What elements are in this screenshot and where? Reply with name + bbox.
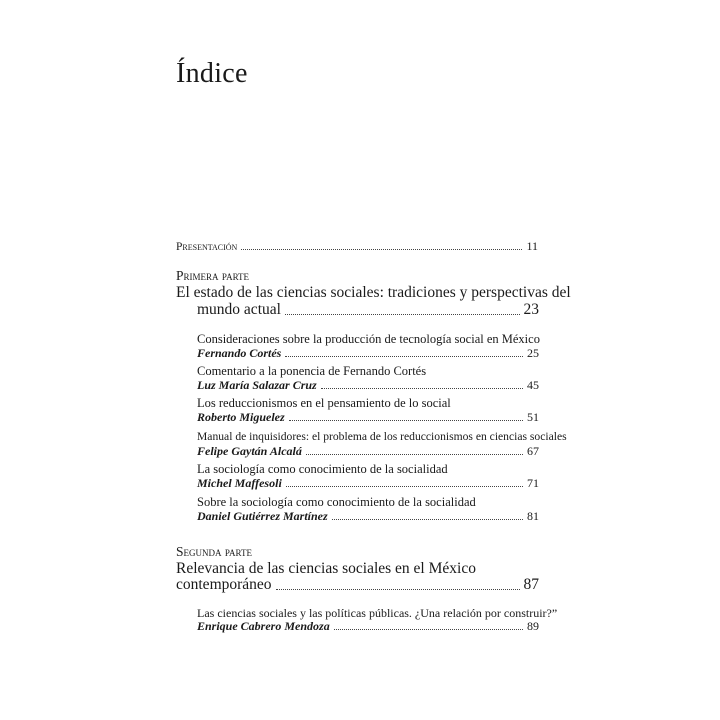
page-number: 67 [527, 444, 539, 458]
page-number: 11 [526, 239, 538, 253]
entry-author: Luz María Salazar Cruz [197, 378, 317, 392]
entry-author-row [197, 378, 539, 393]
page-number: 45 [527, 378, 539, 392]
entry-author: Felipe Gaytán Alcalá [197, 444, 302, 458]
entry-author: Daniel Gutiérrez Martínez [197, 509, 328, 523]
entry-author-row [197, 444, 539, 459]
page-number: 89 [527, 619, 539, 633]
dot-leader [334, 628, 523, 630]
entry-title[interactable]: Las ciencias sociales y las políticas públicas. ¿Una relación por construir?” [197, 606, 558, 620]
part-title-line1: El estado de las ciencias sociales: tradiciones y perspectivas del [176, 284, 571, 301]
page-number: 51 [527, 410, 539, 424]
entry-author-row [197, 410, 539, 425]
dot-leader [285, 313, 520, 315]
entry-author-row [197, 476, 539, 491]
page-number: 81 [527, 509, 539, 523]
part-title-row[interactable] [176, 576, 539, 594]
dot-leader [306, 453, 523, 455]
entry-title[interactable]: Los reduccionismos en el pensamiento de lo social [197, 396, 451, 410]
part-label: Primera parte [176, 268, 250, 283]
presentation-label: Presentación [176, 241, 238, 253]
dot-leader [241, 248, 522, 250]
entry-author-row [197, 509, 539, 524]
entry-author: Roberto Miguelez [197, 410, 285, 424]
entry-title[interactable]: Manual de inquisidores: el problema de los reduccionismos en ciencias sociales [197, 430, 567, 443]
entry-title[interactable]: Consideraciones sobre la producción de tecnología social en México [197, 332, 540, 346]
page-title: Índice [176, 58, 248, 89]
dot-leader [286, 485, 523, 487]
toc-presentation[interactable] [176, 239, 538, 254]
page-number: 87 [523, 576, 539, 593]
dot-leader [285, 355, 523, 357]
part-title-line1: Relevancia de las ciencias sociales en el México [176, 560, 476, 577]
entry-author-row [197, 346, 539, 361]
entry-author: Enrique Cabrero Mendoza [197, 619, 330, 633]
page-number: 25 [527, 346, 539, 360]
part-title-line2: mundo actual [197, 301, 281, 318]
page-number: 23 [523, 301, 539, 318]
entry-author-row [197, 619, 539, 634]
entry-title[interactable]: Comentario a la ponencia de Fernando Cortés [197, 364, 427, 378]
page-number: 71 [527, 476, 539, 490]
entry-title[interactable]: La sociología como conocimiento de la socialidad [197, 462, 448, 476]
dot-leader [332, 518, 523, 520]
entry-author: Fernando Cortés [197, 346, 282, 360]
part-title-line2: contemporáneo [176, 576, 272, 593]
dot-leader [289, 419, 523, 421]
dot-leader [276, 588, 520, 590]
dot-leader [321, 387, 523, 389]
entry-title[interactable]: Sobre la sociología como conocimiento de la socialidad [197, 495, 476, 509]
part-label: Segunda parte [176, 544, 253, 559]
entry-author: Michel Maffesoli [197, 476, 282, 490]
part-title-row[interactable] [197, 301, 539, 319]
